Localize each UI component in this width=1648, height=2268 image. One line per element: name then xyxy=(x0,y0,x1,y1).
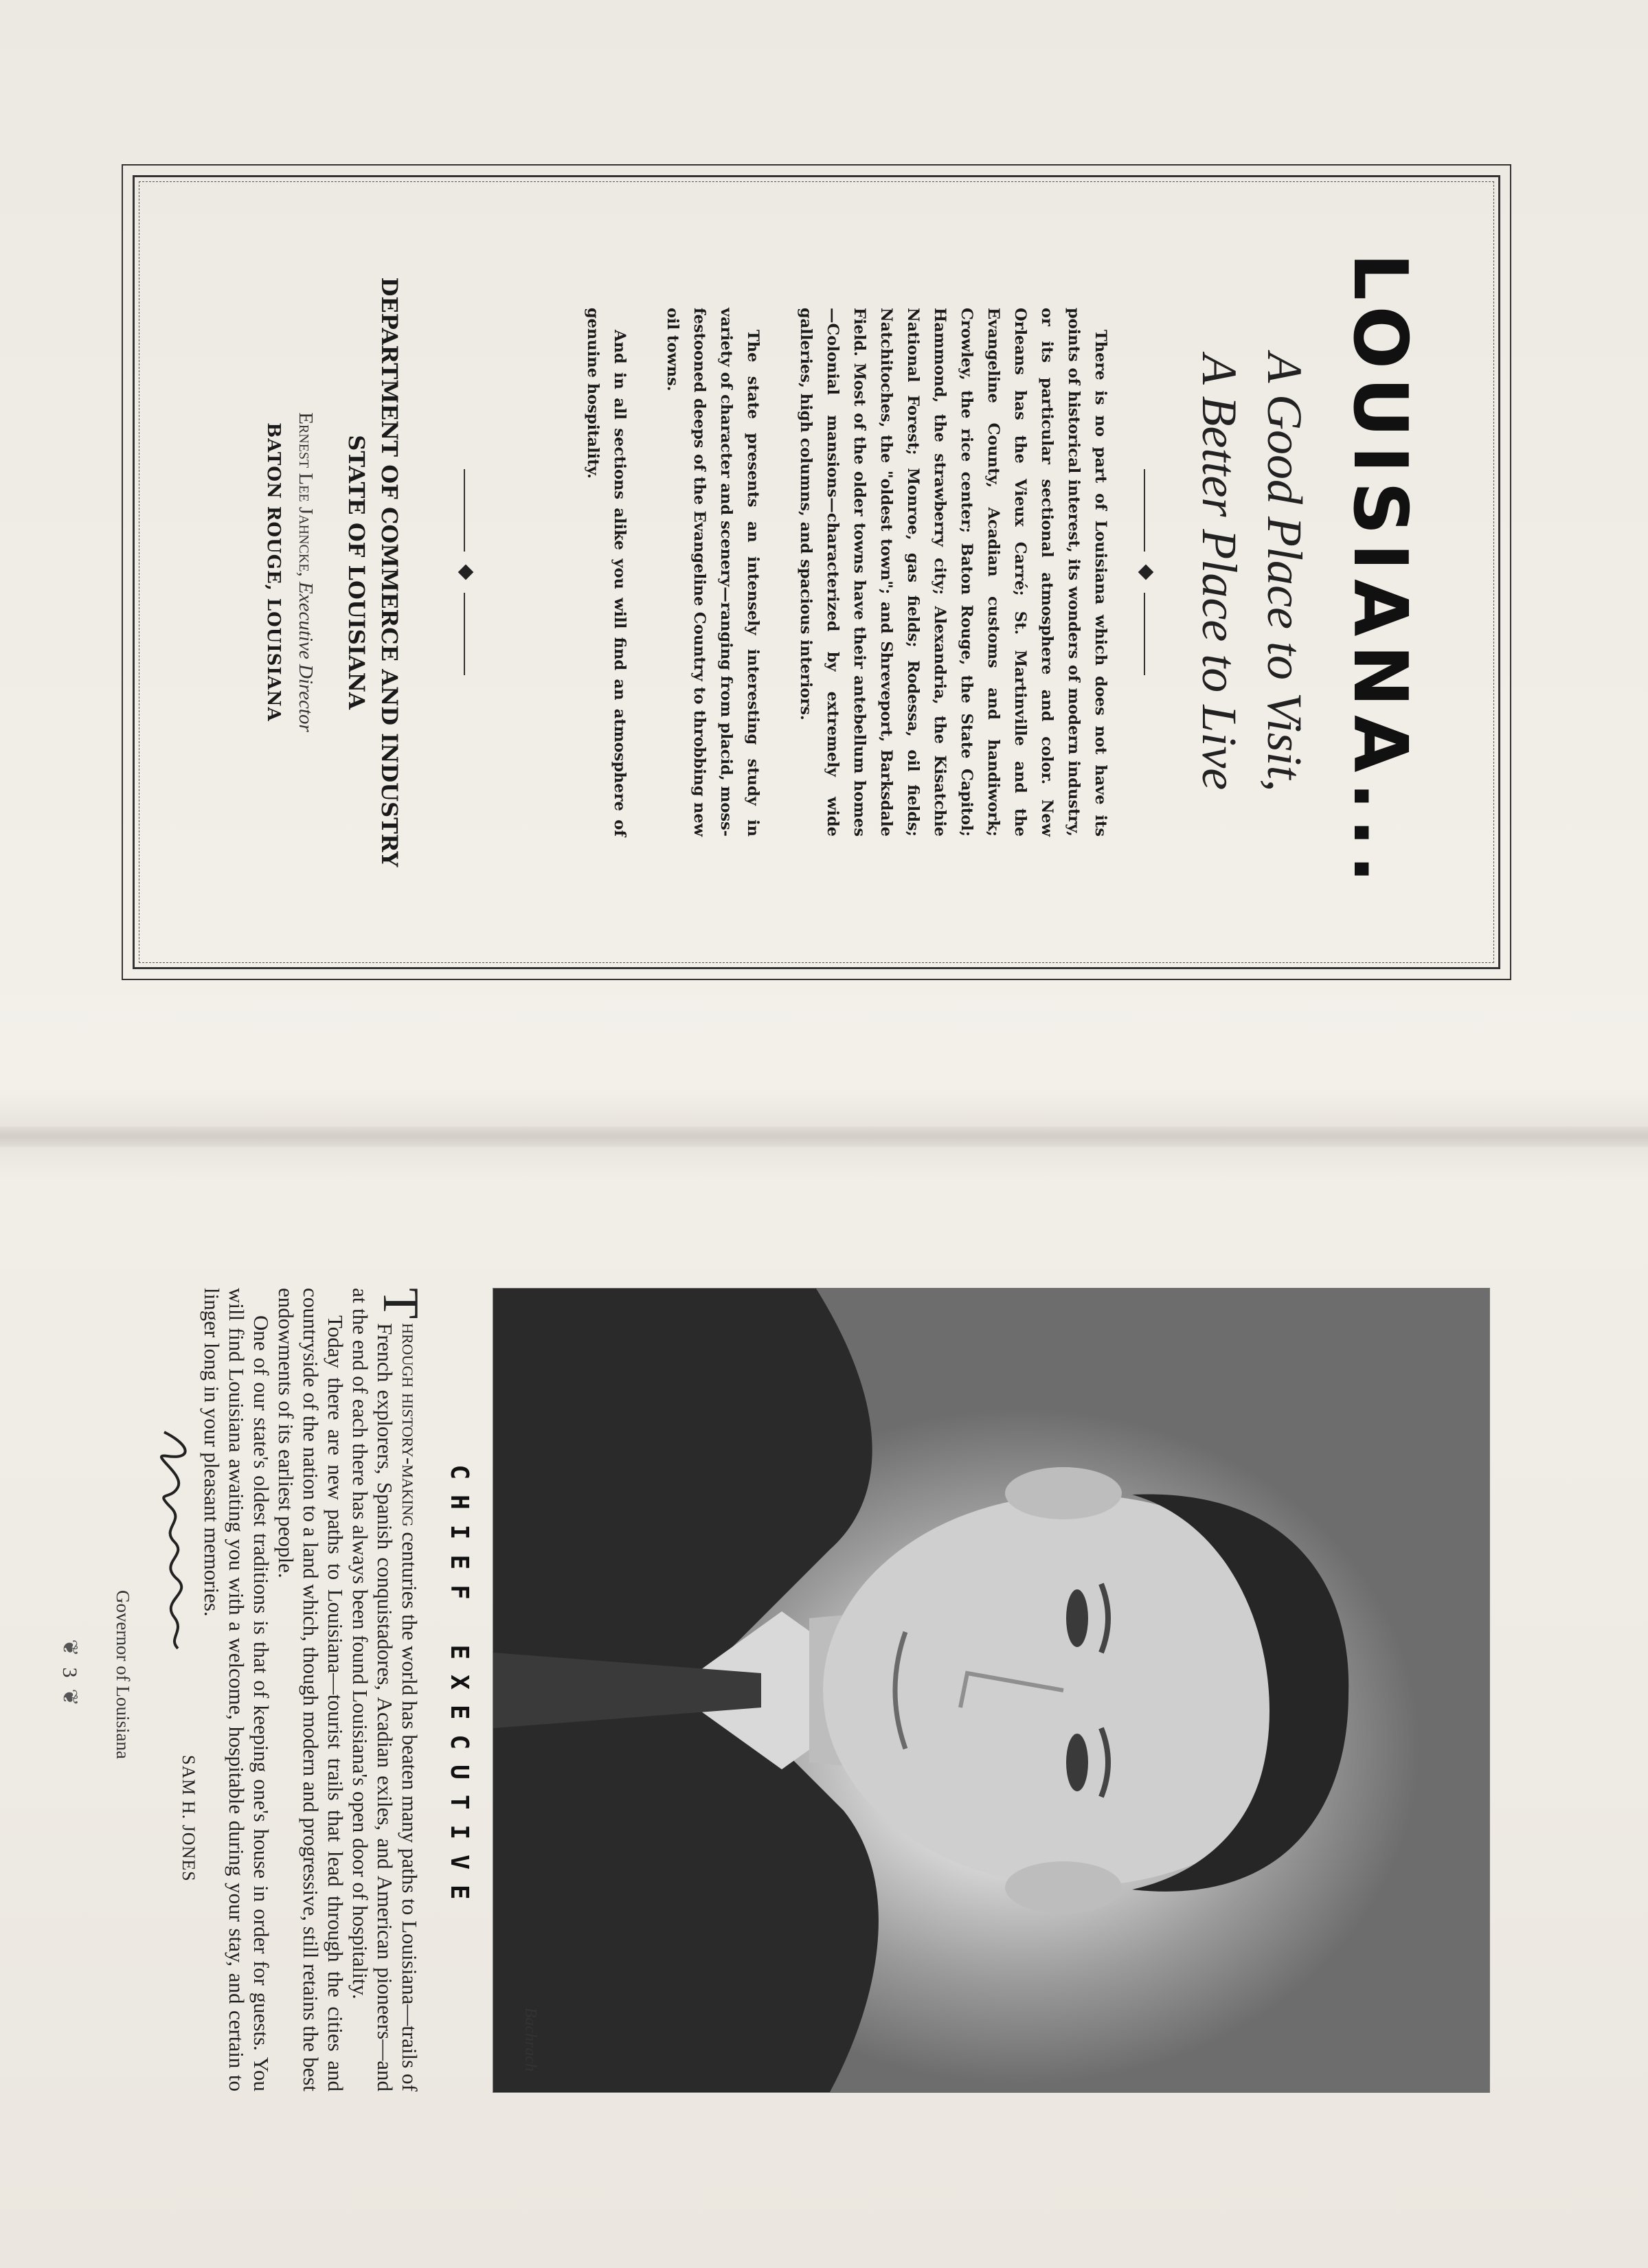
page-number: 3 xyxy=(58,1667,81,1678)
director-name: Ernest Lee Jahncke, xyxy=(295,412,317,577)
ad-tagline-live: A Better Place to Live xyxy=(1192,354,1247,791)
governor-role: Governor of Louisiana xyxy=(113,1590,133,1759)
ad-paragraph: And in all sections alike you will find an atmosphere of genuine hospitality. xyxy=(584,308,629,837)
message-paragraph: One of our state's oldest traditions is that of keeping one's house in order for guests. You will find Louisiana awaiting you with a welcome, hospitable during your stay, and certain to linger long in your pleasant memories. xyxy=(200,1288,273,2091)
director-title: Executive Director xyxy=(295,582,317,732)
diamond-ornament-icon xyxy=(458,469,471,675)
governor-message xyxy=(199,1288,429,2091)
right-page xyxy=(0,1137,1648,2268)
message-paragraph: Today there are new paths to Louisiana—tourist trails that lead through the cities and countryside of the nation to a land which, though modern and progressive, still retains the best endowments of its earliest people. xyxy=(274,1288,348,2091)
governor-portrait xyxy=(493,1288,1490,2093)
fleuron-icon: ❦ xyxy=(58,1688,81,1706)
ad-paragraph: There is no part of Louisiana which does not have its points of historical interest, its wonders of modern industry, or its particular sectional atmosphere and color. New Orleans has the Vieux Carré; St. Martinville and the Evangeline County, Acadian customs and handiwork; Crowley, the rice center; Baton Rouge, the State Capitol; Hammond, the strawberry city; Alexandria, the Kisatchie National Forest; Monroe, gas fields; Rodessa, oil fields; Natchitoches, the "oldest town"; and Shreveport, Barksdale Field. Most of the older towns have their antebellum homes—Colonial mansions—characterized by extremely wide galleries, high columns, and spacious interiors. xyxy=(797,308,1109,837)
ad-body xyxy=(553,308,1114,837)
paragraph-text: centuries the world has beaten many paths to Louisiana—trails of French explorers, Spanish conquistadores, Acadian exiles, and American pioneers—and at the end of each there has always been found Louisiana's open door of hospitality. xyxy=(348,1288,422,2091)
department-city: BATON ROUGE, LOUISIANA xyxy=(263,422,284,722)
governor-name: SAM H. JONES xyxy=(179,1755,199,1882)
director-line xyxy=(294,177,317,967)
department-name: DEPARTMENT OF COMMERCE AND INDUSTRY xyxy=(376,277,403,867)
ad-paragraph: The state presents an intensely interesting study in variety of character and scenery—ranging from placid, moss-festooned deeps of the Evangeline Country to throbbing new oil towns. xyxy=(664,308,762,837)
photo-credit: Bachrach xyxy=(521,2007,539,2072)
page-number-line xyxy=(58,1576,82,1769)
diamond-ornament-icon xyxy=(1138,469,1151,675)
drop-cap: T xyxy=(372,1288,429,1319)
message-paragraph xyxy=(348,1288,429,2091)
lead-in: hrough history-making xyxy=(398,1323,422,1527)
state-name: STATE OF LOUISIANA xyxy=(343,435,370,710)
ad-tagline-visit: A Good Place to Visit, xyxy=(1257,352,1312,792)
portrait-photo-icon xyxy=(493,1289,1489,2092)
section-title: CHIEF EXECUTIVE xyxy=(445,1464,473,1915)
fleuron-icon: ❦ xyxy=(58,1639,81,1657)
governor-signature-icon xyxy=(144,1425,199,1652)
ad-title: LOUISIANA... xyxy=(1337,253,1423,892)
department-heading xyxy=(340,177,406,967)
advertisement-box xyxy=(133,175,1500,969)
